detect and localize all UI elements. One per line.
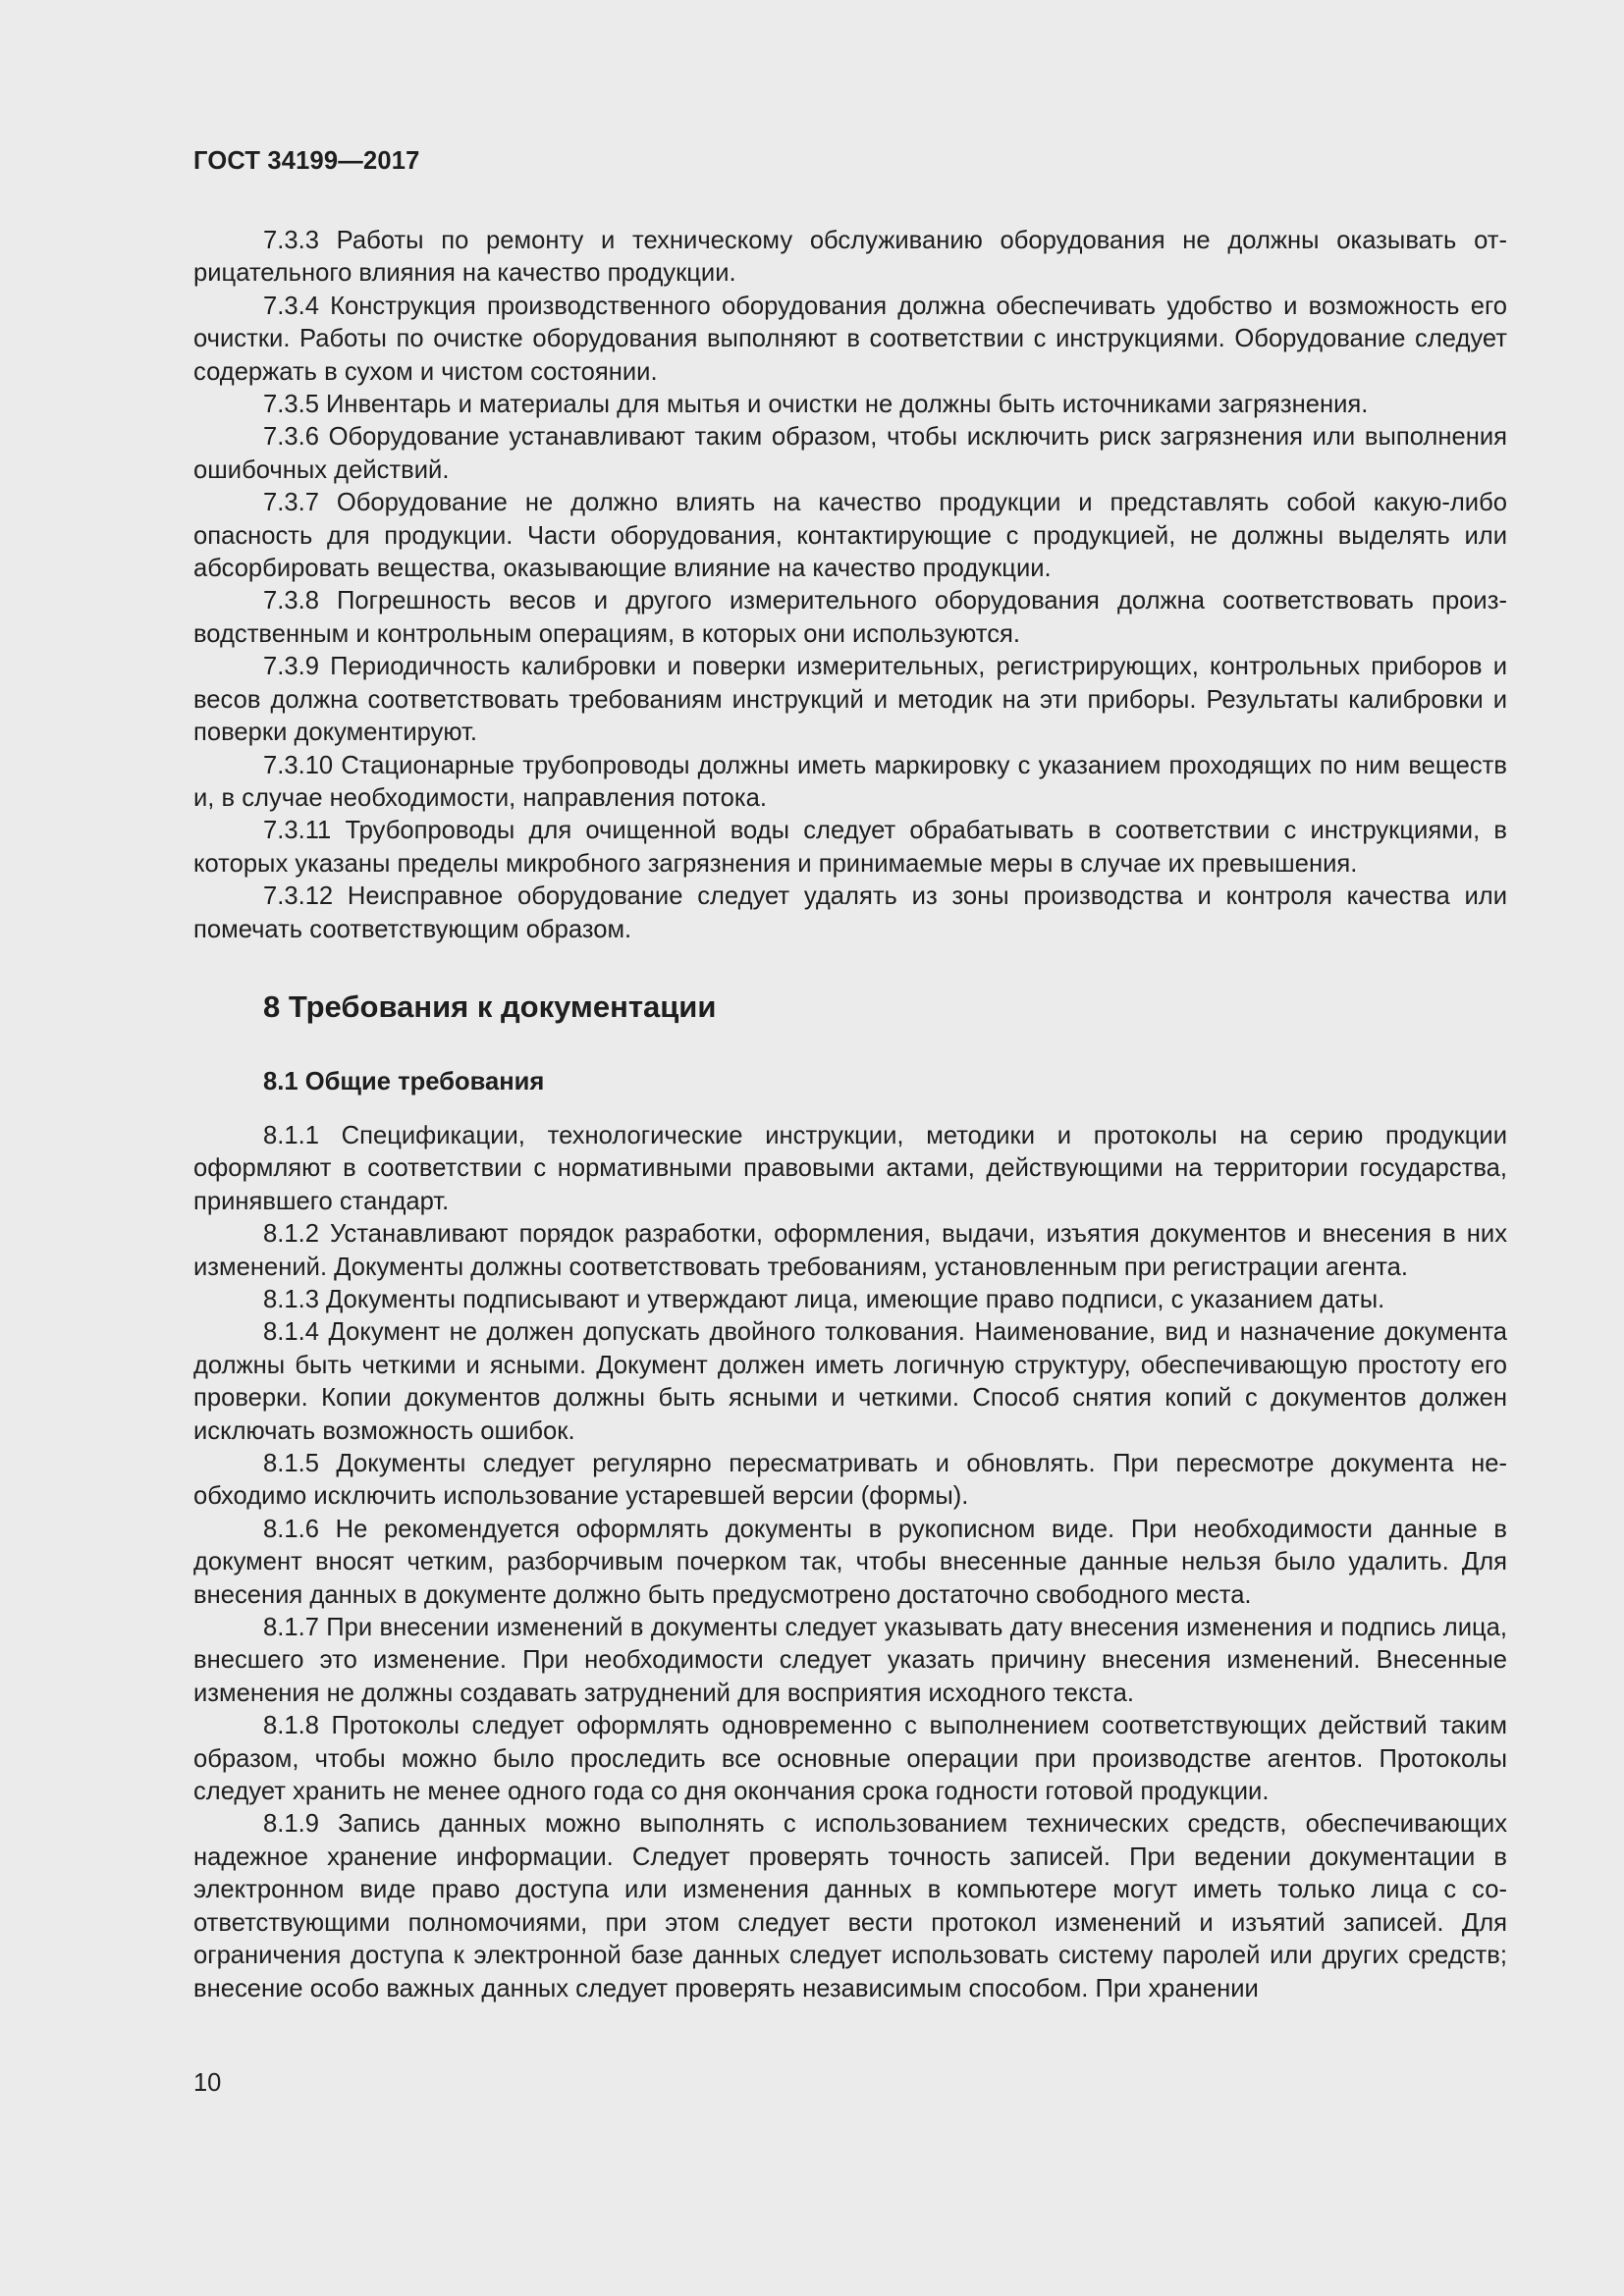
paragraph-7-3-12: 7.3.12 Неисправное оборудование следует удалять из зоны производства и контроля качества или помечать соответствующим образом.: [193, 882, 1507, 943]
paragraph-7-3-4: 7.3.4 Конструкция производственного оборудования должна обеспечивать удобство и возможность его очистки. Работы по очистке оборудования выполняют в соответствии с инструкциями. Оборудование следует содержать в сухом и чистом состоянии.: [193, 292, 1507, 386]
section-7-equipment: [193, 225, 1507, 946]
paragraph-8-1-9: 8.1.9 Запись данных можно выполнять с использованием технических средств, обеспечивающих надежное хранение информации. Следует проверять точность записей. При ведении документации в электронном виде право доступа или изменения данных в компьютере могут иметь только лица с соответствующими полномочиями, при этом следует вести протокол изменений и изъятий записей. Для ограничения доступа к электронной базе данных следует использовать систему паролей или других средств; внесение особо важных данных следует проверять независимым способом. При хранении: [193, 1810, 1507, 2002]
paragraph-8-1-6: 8.1.6 Не рекомендуется оформлять документы в рукописном виде. При необходимости данные в документ вносят четким, разборчивым почерком так, чтобы внесенные данные нельзя было удалить. Для внесения данных в документе должно быть предусмотрено достаточно свободного места.: [193, 1515, 1507, 1609]
section-8-1-heading: 8.1 Общие требования: [263, 1067, 545, 1095]
paragraph-7-3-5: 7.3.5 Инвентарь и материалы для мытья и очистки не должны быть источниками загрязнения.: [263, 391, 1369, 419]
paragraph-8-1-2: 8.1.2 Устанавливают порядок разработки, оформления, выдачи, изъятия документов и внесения в них изменений. Документы должны соответствовать требованиям, установленным при регистрации агента.: [193, 1220, 1507, 1281]
paragraph-8-1-4: 8.1.4 Документ не должен допускать двойного толкования. Наименование, вид и назначение документа должны быть четкими и ясными. Документ должен иметь логичную структуру, обеспечивающую простоту его проверки. Копии документов должны быть ясными и четкими. Способ снятия копий с документов должен исключать возможность ошибок.: [193, 1318, 1507, 1445]
paragraph-7-3-11: 7.3.11 Трубопроводы для очищенной воды следует обрабатывать в соответствии с инструкциями, в которых указаны пределы микробного загрязнения и принимаемые меры в случае их превышения.: [193, 817, 1507, 878]
paragraph-7-3-6: 7.3.6 Оборудование устанавливают таким образом, чтобы исключить риск загрязнения или выполнения ошибочных действий.: [193, 423, 1507, 484]
paragraph-8-1-8: 8.1.8 Протоколы следует оформлять одновременно с выполнением соответствующих действий таким образом, чтобы можно было проследить все основные операции при производстве агентов. Протоколы следует хранить не менее одного года со дня окончания срока годности готовой продукции.: [193, 1712, 1507, 1806]
paragraph-7-3-7: 7.3.7 Оборудование не должно влиять на качество продукции и представлять собой какую-либо опасность для продукции. Части оборудования, контактирующие с продукцией, не должны выделять или абсорбировать вещества, оказывающие влияние на качество продукции.: [193, 489, 1507, 583]
paragraph-8-1-5: 8.1.5 Документы следует регулярно пересматривать и обновлять. При пересмотре документа необходимо исключить использование устаревшей версии (формы).: [193, 1450, 1507, 1511]
paragraph-7-3-3: 7.3.3 Работы по ремонту и техническому обслуживанию оборудования не должны оказывать отрицательного влияния на качество продукции.: [193, 227, 1507, 288]
section-8-1-body: [193, 1120, 1507, 2005]
page-number: 10: [193, 2069, 222, 2097]
paragraph-7-3-9: 7.3.9 Периодичность калибровки и поверки измерительных, регистрирующих, контрольных приборов и весов должна соответствовать требованиям инструкций и методик на эти приборы. Результаты калибровки и поверки документируют.: [193, 653, 1507, 747]
paragraph-8-1-7: 8.1.7 При внесении изменений в документы следует указывать дату внесения изменения и подпись лица, внесшего это изменение. При необходимости следует указать причину внесения изменений. Внесенные изменения не должны создавать затруднений для восприятия исходного текста.: [193, 1614, 1507, 1707]
document-body: [193, 225, 1507, 2005]
paragraph-7-3-10: 7.3.10 Стационарные трубопроводы должны иметь маркировку с указанием проходящих по ним веществ и, в случае необходимости, направления потока.: [193, 751, 1507, 812]
paragraph-8-1-3: 8.1.3 Документы подписывают и утверждают лица, имеющие право подписи, с указанием даты.: [263, 1285, 1385, 1313]
section-8-heading: 8 Требования к документации: [263, 988, 717, 1024]
paragraph-8-1-1: 8.1.1 Спецификации, технологические инструкции, методики и протоколы на серию продукции оформляют в соответствии с нормативными правовыми актами, действующими на территории государства, принявшего стандарт.: [193, 1121, 1507, 1215]
paragraph-7-3-8: 7.3.8 Погрешность весов и другого измерительного оборудования должна соответствовать производственным и контрольным операциям, в которых они используются.: [193, 587, 1507, 648]
document-code: ГОСТ 34199—2017: [193, 147, 420, 175]
